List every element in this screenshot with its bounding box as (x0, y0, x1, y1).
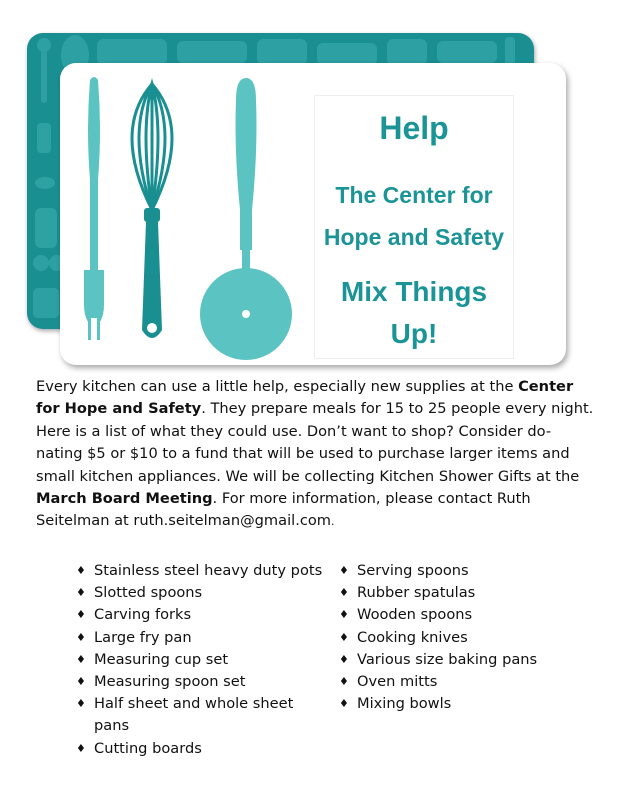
diamond-bullet-icon: ♦ (339, 697, 349, 711)
headline-center-line2: Hope and Safety (323, 224, 505, 250)
list-item: ♦ Slotted spoons (76, 582, 326, 604)
diamond-bullet-icon: ♦ (339, 652, 349, 666)
intro-text-3: . For more information, please contact Ruth Seitelman at ruth.seitelman@gmail.com (36, 490, 531, 530)
intro-text-4: . (331, 515, 335, 529)
list-item: ♦ Rubber spatulas (339, 582, 589, 604)
headline-center-line1: The Center for (335, 182, 493, 208)
diamond-bullet-icon: ♦ (76, 675, 86, 689)
list-item: ♦ Carving forks (76, 604, 326, 626)
list-item: ♦ Oven mitts (339, 671, 589, 693)
center-name-bold: Center for Hope and Safety (36, 378, 574, 418)
carving-fork-icon (84, 77, 104, 340)
diamond-bullet-icon: ♦ (339, 675, 349, 689)
diamond-bullet-icon: ♦ (76, 652, 86, 666)
list-item: ♦ Measuring cup set (76, 649, 326, 671)
list-item: ♦ Measuring spoon set (76, 671, 326, 693)
list-item: ♦ Mixing bowls (339, 693, 589, 715)
pizza-cutter-icon (200, 78, 292, 360)
list-item: ♦ Serving spoons (339, 560, 589, 582)
headline-mix-things-up (315, 271, 513, 355)
list-item: ♦ Cooking knives (339, 627, 589, 649)
headline-help: Help (379, 110, 449, 146)
diamond-bullet-icon: ♦ (76, 586, 86, 600)
headline-mix-line1: Mix Things (340, 276, 488, 307)
intro-text-1: Every kitchen can use a little help, especially new supplies at the (36, 378, 519, 395)
list-item: ♦ Various size baking pans (339, 649, 589, 671)
list-item: ♦ Large fry pan (76, 627, 326, 649)
supplies-list-left (76, 560, 326, 760)
diamond-bullet-icon: ♦ (76, 564, 86, 577)
intro-text-2: . They prepare meals for 15 to 25 people every night. Here is a list of what they could use. Don’t want to shop? Consider do-nating $5 or $10 to a fund that will be used to purchase larger items and small kitchen appliances. We will be collecting Kitchen Shower Gifts at the (36, 400, 594, 485)
whisk-icon (132, 84, 172, 338)
diamond-bullet-icon: ♦ (339, 564, 349, 577)
list-item: ♦ Cutting boards (76, 738, 326, 760)
supplies-list-right (339, 560, 589, 715)
intro-paragraph (36, 376, 596, 534)
diamond-bullet-icon: ♦ (76, 608, 86, 622)
list-item: ♦ Stainless steel heavy duty pots (76, 560, 326, 582)
diamond-bullet-icon: ♦ (76, 697, 86, 711)
list-item: ♦ Half sheet and whole sheet pans (76, 695, 294, 735)
kitchen-utensils-illustration (70, 70, 310, 360)
list-item: ♦ Wooden spoons (339, 604, 589, 626)
diamond-bullet-icon: ♦ (76, 630, 86, 644)
march-board-meeting-bold: March Board Meeting (36, 490, 213, 508)
diamond-bullet-icon: ♦ (339, 586, 349, 600)
diamond-bullet-icon: ♦ (339, 608, 349, 622)
diamond-bullet-icon: ♦ (76, 741, 86, 755)
headline-mix-line2: Up! (390, 318, 438, 349)
headline-box (314, 95, 514, 359)
diamond-bullet-icon: ♦ (339, 630, 349, 644)
headline-center-name (315, 174, 513, 258)
